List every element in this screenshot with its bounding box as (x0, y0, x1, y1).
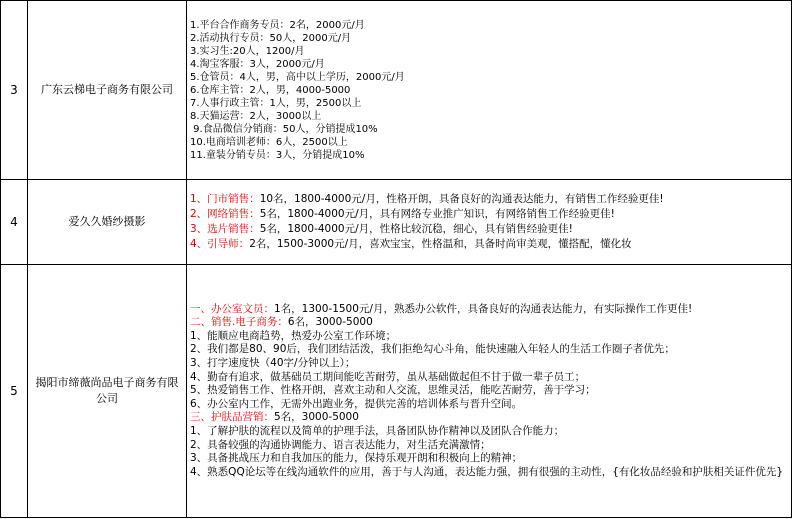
job-line: 3.实习生:20人，1200/月 (190, 45, 305, 57)
row-number: 3 (1, 1, 28, 180)
job-line (190, 222, 788, 237)
job-detail: 5名，3000-5000 (274, 411, 359, 424)
job-line: 7.人事行政主管：1人，男，2500以上 (190, 97, 362, 109)
job-line: 1、了解护肤的流程以及简单的护理手法，具备团队协作精神以及团队合作能力； (190, 424, 565, 437)
job-title: 二、销售.电子商务： (190, 316, 288, 329)
row-number: 5 (1, 265, 28, 518)
job-line: 6.仓库主管：2人，男，4000-5000 (190, 84, 351, 96)
table-row (1, 265, 792, 518)
company-name: 爱久久婚纱摄影 (28, 180, 187, 265)
job-detail: 5名，1800-4000元/月，性格比较沉稳，细心，具有销售经验更佳! (259, 223, 573, 235)
job-line: 1、能顺应电商趋势，热爱办公室工作环境； (190, 329, 397, 342)
job-title: 2、网络销售： (190, 208, 260, 220)
job-line: 1.平台合作商务专员：2名，2000元/月 (190, 19, 365, 31)
job-line: 2.活动执行专员：50人，2000元/月 (190, 32, 352, 44)
job-list (187, 265, 792, 518)
table-row (1, 180, 792, 265)
table-row (1, 1, 792, 180)
job-line (190, 207, 788, 222)
job-title: 1、门市销售： (190, 193, 260, 205)
job-line: 6、办公室内工作，无需外出跑业务，提供完善的培训体系与晋升空间。 (190, 397, 523, 410)
company-name: 揭阳市缔薇尚品电子商务有限公司 (28, 265, 187, 518)
job-line: 5、热爱销售工作、性格开朗，喜欢主动和人交流，思维灵活，能吃苦耐劳，善于学习； (190, 384, 596, 397)
job-title: 3、选片销售： (190, 223, 260, 235)
job-list (187, 1, 792, 180)
company-name: 广东云梯电子商务有限公司 (28, 1, 187, 180)
job-line: 4.淘宝客服：3人，2000元/月 (190, 58, 325, 70)
job-title: 三、护肤品营销： (190, 411, 274, 424)
job-title: 一、办公室文员： (190, 302, 274, 315)
job-line: 2、具备较强的沟通协调能力、语言表达能力，对生活充满激情； (190, 438, 491, 451)
job-line: 11.童装分销专员：3人，分销提成10% (190, 149, 365, 161)
job-line (190, 192, 788, 207)
job-line: 4、勤奋有追求，做基础员工期间能吃苦耐劳，虽从基础做起但不甘于做一辈子员工； (190, 370, 586, 383)
job-line: 3、具备挑战压力和自我加压的能力，保持乐观开朗和积极向上的精神； (190, 452, 523, 465)
job-line: 4、熟悉QQ论坛等在线沟通软件的应用，善于与人沟通，表达能力强，拥有很强的主动性，{有化妆品经验和护肤相关证件优先} (190, 465, 784, 478)
job-title: 4、引导师： (190, 238, 250, 250)
job-line: 2、我们都是80、90后，我们团结活泼，我们拒绝勾心斗角，能快速融入年轻人的生活工作圈子者优先； (190, 343, 675, 356)
job-list (187, 180, 792, 265)
job-detail: 10名，1800-4000元/月，性格开朗，具备良好的沟通表达能力，有销售工作经验更佳! (259, 193, 664, 205)
job-line: 5.仓管员：4人，男，高中以上学历，2000元/月 (190, 71, 405, 83)
job-detail: 2名，1500-3000元/月，喜欢宝宝，性格温和，具备时尚审美观，懂搭配，懂化妆 (249, 238, 632, 250)
job-line (190, 303, 788, 317)
job-line (190, 411, 788, 425)
job-line: 8.天猫运营：2人，3000以上 (190, 110, 322, 122)
job-line: 9.食品微信分销商：50人，分销提成10% (190, 123, 378, 135)
job-line (190, 237, 788, 252)
row-number: 4 (1, 180, 28, 265)
job-detail: 1名，1300-1500元/月，熟悉办公软件，具备良好的沟通表达能力，有实际操作工作更佳! (274, 302, 693, 315)
job-detail: 6名，3000-5000 (287, 316, 373, 329)
job-detail: 5名，1800-4000元/月，具有网络专业推广知识，有网络销售工作经验更佳! (259, 208, 615, 220)
job-line: 3、打字速度快（40字/分钟以上）； (190, 357, 356, 370)
job-line: 10.电商培训老师：6人，2500以上 (190, 136, 348, 148)
job-line (190, 316, 788, 330)
